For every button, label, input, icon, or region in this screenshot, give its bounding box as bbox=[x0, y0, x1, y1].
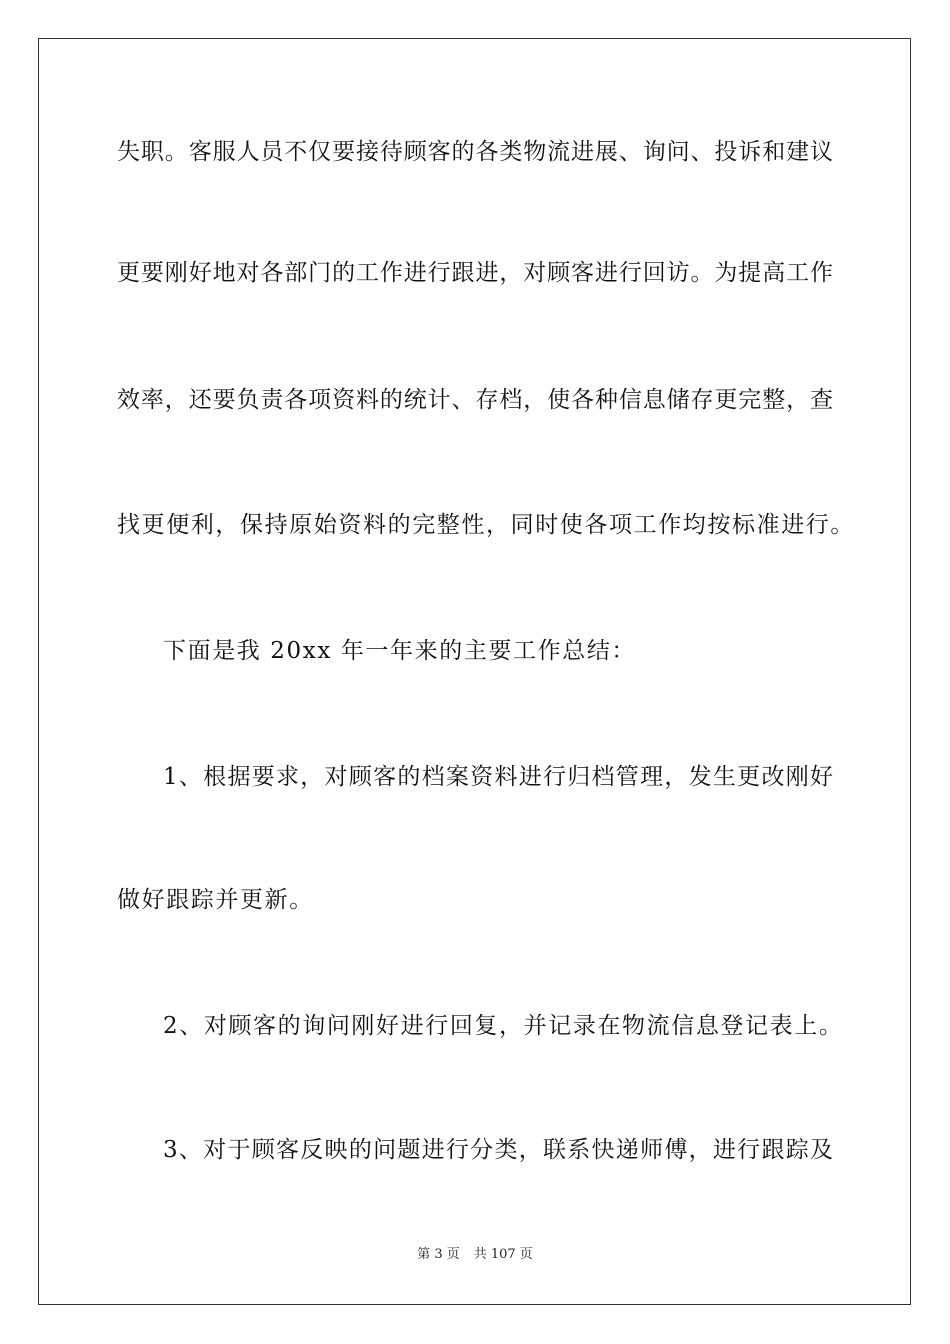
list-item-line: 做好跟踪并更新。 bbox=[117, 887, 314, 913]
paragraph-line: 失职。客服人员不仅要接待顾客的各类物流进展、询问、投诉和建议 bbox=[117, 139, 833, 165]
page-border bbox=[38, 38, 911, 1305]
list-item-line: 3、对于顾客反映的问题进行分类，联系快递师傅，进行跟踪及 bbox=[163, 1137, 833, 1163]
paragraph-line: 效率，还要负责各项资料的统计、存档，使各种信息储存更完整，查 bbox=[117, 387, 833, 413]
paragraph-line: 找更便利，保持原始资料的完整性，同时使各项工作均按标准进行。 bbox=[117, 512, 855, 538]
paragraph-line: 下面是我 20xx 年一年来的主要工作总结： bbox=[163, 638, 637, 664]
page-number-total: 共 107 页 bbox=[473, 1247, 533, 1262]
page-number-current: 第 3 页 bbox=[417, 1247, 460, 1262]
page-footer bbox=[0, 1247, 950, 1263]
list-item-line: 2、对顾客的询问刚好进行回复，并记录在物流信息登记表上。 bbox=[163, 1013, 844, 1039]
paragraph-line: 更要刚好地对各部门的工作进行跟进，对顾客进行回访。为提高工作 bbox=[117, 260, 833, 286]
list-item-line: 1、根据要求，对顾客的档案资料进行归档管理，发生更改刚好 bbox=[163, 764, 833, 790]
